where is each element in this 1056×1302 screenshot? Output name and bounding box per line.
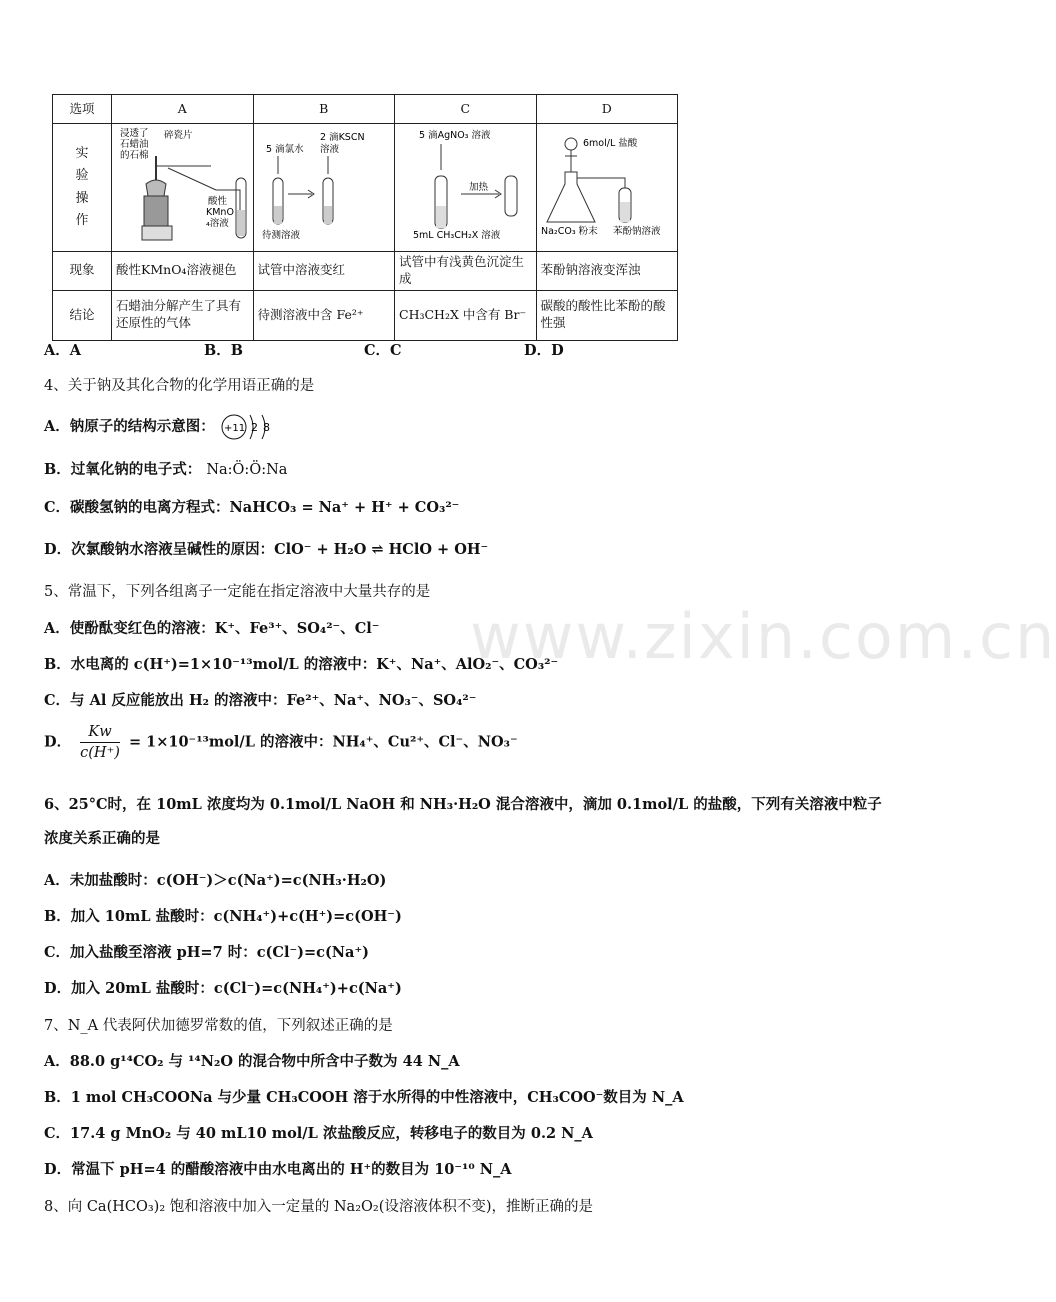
table-header-row [53, 95, 678, 124]
q4-option-d: D．次氯酸钠水溶液呈碱性的原因：ClO⁻ + H₂O ⇌ HClO + OH⁻ [44, 541, 489, 558]
q7-stem: 7、N_A 代表阿伏加德罗常数的值，下列叙述正确的是 [44, 1018, 393, 1034]
label-char: 操 [75, 190, 89, 206]
label-char: 验 [75, 168, 89, 184]
header-cell: B [253, 95, 395, 124]
apparatus-a-diagram [116, 126, 254, 244]
diagram-cell-d [536, 124, 678, 252]
option-label: D． [44, 733, 72, 751]
header-cell: 选项 [53, 95, 112, 124]
q4-option-a [44, 412, 280, 442]
diagram-label: 苯酚钠溶液 [612, 226, 661, 237]
q5-option-a: A．使酚酞变红色的溶液：K⁺、Fe³⁺、SO₄²⁻、Cl⁻ [44, 620, 380, 637]
diagram-label: 5 滴氯水 [265, 144, 304, 155]
table-row-conclusion [53, 290, 678, 340]
option-text: = 1×10⁻¹³mol/L 的溶液中：NH₄⁺、Cu²⁺、Cl⁻、NO₃⁻ [128, 733, 518, 751]
diagram-cell-a [112, 124, 254, 252]
diagram-label: ₄溶液 [206, 218, 229, 229]
phenomenon-cell: 酸性KMnO₄溶液褪色 [112, 251, 254, 290]
conclusion-cell: 待测溶液中含 Fe²⁺ [253, 290, 395, 340]
q8-stem: 8、向 Ca(HCO₃)₂ 饱和溶液中加入一定量的 Na₂O₂(设溶液体积不变)，推断正确的是 [44, 1199, 594, 1215]
diagram-cell-b [253, 124, 395, 252]
phenomenon-cell: 试管中溶液变红 [253, 251, 395, 290]
conclusion-cell: CH₃CH₂X 中含有 Br⁻ [395, 290, 537, 340]
diagram-label: 的石棉 [120, 150, 149, 161]
diagram-label: KMnO [206, 207, 234, 218]
fraction-denominator: c(H⁺) [80, 745, 120, 761]
shell-label: 8 [262, 421, 270, 434]
header-cell: D [536, 95, 678, 124]
row-label: 现象 [53, 251, 112, 290]
apparatus-b-diagram [258, 126, 376, 244]
row-label-operation [53, 124, 112, 252]
q7-option-a: A．88.0 g¹⁴CO₂ 与 ¹⁴N₂O 的混合物中所含中子数为 44 N_A [44, 1053, 460, 1070]
q5-stem: 5、常温下，下列各组离子一定能在指定溶液中大量共存的是 [44, 584, 431, 600]
diagram-label: 浸透了 [120, 128, 149, 139]
table-row-phenomenon [53, 251, 678, 290]
diagram-label: 碎瓷片 [164, 130, 193, 141]
diagram-label: 酸性 [208, 196, 228, 207]
experiment-table [52, 94, 678, 341]
q7-option-b: B．1 mol CH₃COONa 与少量 CH₃COOH 溶于水所得的中性溶液中，CH₃COO⁻数目为 N_A [44, 1089, 684, 1106]
diagram-label: 石蜡油 [120, 139, 149, 150]
diagram-label: Na₂CO₃ 粉末 [540, 226, 598, 237]
label-char: 作 [75, 213, 89, 229]
diagram-label: 5mL CH₃CH₂X 溶液 [413, 230, 501, 241]
option-a: A．A [44, 342, 82, 359]
header-cell: C [395, 95, 537, 124]
option-b: B．B [204, 342, 244, 359]
conclusion-cell: 碳酸的酸性比苯酚的酸性强 [536, 290, 678, 340]
q5-option-b: B．水电离的 c(H⁺)=1×10⁻¹³mol/L 的溶液中：K⁺、Na⁺、AlO₂⁻、CO₃²⁻ [44, 656, 559, 673]
diagram-cell-c [395, 124, 537, 252]
conclusion-cell: 石蜡油分解产生了具有还原性的气体 [112, 290, 254, 340]
diagram-label: 5 滴AgNO₃ 溶液 [419, 130, 491, 141]
q5-option-d [44, 724, 518, 761]
q4-option-c: C．碳酸氢钠的电离方程式：NaHCO₃ = Na⁺ + H⁺ + CO₃²⁻ [44, 499, 460, 516]
header-cell: A [112, 95, 254, 124]
electron-formula: Na:Ö:Ö:Na [206, 462, 288, 478]
label-char: 实 [75, 145, 89, 161]
q7-option-c: C．17.4 g MnO₂ 与 40 mL10 mol/L 浓盐酸反应，转移电子的数目为 0.2 N_A [44, 1125, 593, 1142]
shell-label: 2 [250, 421, 258, 434]
phenomenon-cell: 试管中有浅黄色沉淀生成 [395, 251, 537, 290]
fraction-numerator: Kw [80, 724, 120, 743]
sodium-atom-diagram [220, 412, 280, 442]
diagram-label: 溶液 [319, 144, 339, 155]
q6-option-b: B．加入 10mL 盐酸时：c(NH₄⁺)+c(H⁺)=c(OH⁻) [44, 908, 402, 925]
q5-option-c: C．与 Al 反应能放出 H₂ 的溶液中：Fe²⁺、Na⁺、NO₃⁻、SO₄²⁻ [44, 692, 477, 709]
q6-stem: 6、25°C时，在 10mL 浓度均为 0.1mol/L NaOH 和 NH₃·H₂O 混合溶液中，滴加 0.1mol/L 的盐酸，下列有关溶液中粒子浓度关系正确的是 [44, 796, 882, 847]
fraction [80, 724, 120, 761]
q4-stem: 4、关于钠及其化合物的化学用语正确的是 [44, 378, 315, 394]
option-text: A．钠原子的结构示意图： [44, 418, 215, 435]
diagram-label: 待测溶液 [261, 230, 300, 241]
diagram-label: 6mol/L 盐酸 [582, 138, 637, 149]
q6-option-d: D．加入 20mL 盐酸时：c(Cl⁻)=c(NH₄⁺)+c(Na⁺) [44, 980, 402, 997]
option-c: C．C [364, 342, 402, 359]
q7-option-d: D．常温下 pH=4 的醋酸溶液中由水电离出的 H⁺的数目为 10⁻¹⁰ N_A [44, 1161, 512, 1178]
option-text: B．过氧化钠的电子式： [44, 461, 202, 478]
apparatus-c-diagram [399, 126, 559, 244]
q4-option-b [44, 458, 287, 479]
phenomenon-cell: 苯酚钠溶液变浑浊 [536, 251, 678, 290]
watermark: www.zixin.com.cn [470, 600, 1056, 673]
diagram-label: 2 滴KSCN [319, 132, 365, 143]
nucleus-label: +11 [223, 423, 245, 434]
apparatus-d-diagram [541, 126, 679, 244]
table-row-operation [53, 124, 678, 252]
option-d: D．D [524, 342, 564, 359]
q6-option-a: A．未加盐酸时：c(OH⁻)＞c(Na⁺)=c(NH₃·H₂O) [44, 872, 387, 889]
diagram-label: 加热 [469, 182, 489, 193]
row-label: 结论 [53, 290, 112, 340]
q6-option-c: C．加入盐酸至溶液 pH=7 时：c(Cl⁻)=c(Na⁺) [44, 944, 369, 961]
